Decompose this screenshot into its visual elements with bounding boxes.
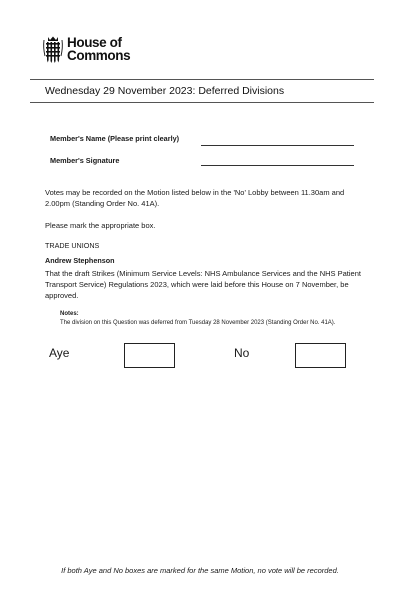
notes-text: The division on this Question was deferred from Tuesday 28 November 2023 (Standing Order No. 41A). [60,320,336,326]
member-name-field[interactable] [201,145,354,146]
logo-line-1: House of [67,35,122,50]
aye-checkbox[interactable] [124,343,175,368]
mark-instruction: Please mark the appropriate box. [45,221,156,230]
logo-wordmark [67,36,130,62]
motion-member: Andrew Stephenson [45,256,115,265]
no-label: No [234,346,250,360]
motion-text: That the draft Strikes (Minimum Service Levels: NHS Ambulance Services and the NHS Patient Transport Service) Regulations 2023, which were laid before this House on 7 November, be approved. [45,269,361,300]
title-bottom-rule [30,102,374,103]
aye-label: Aye [49,346,70,360]
notes-label: Notes: [60,311,79,317]
motion-category: TRADE UNIONS [45,241,100,250]
portcullis-icon [42,36,64,63]
page-title: Wednesday 29 November 2023: Deferred Divisions [45,85,285,97]
member-name-label: Member's Name (Please print clearly) [50,134,180,143]
voting-instructions: Votes may be recorded on the Motion listed below in the 'No' Lobby between 11.30am and 2.00pm (Standing Order No. 41A). [45,188,345,208]
footer-warning: If both Aye and No boxes are marked for the same Motion, no vote will be recorded. [61,566,339,575]
house-of-commons-logo [42,36,130,63]
logo-line-2: Commons [67,48,131,63]
title-top-rule [30,79,374,80]
member-signature-field[interactable] [201,165,354,166]
member-signature-label: Member's Signature [50,156,120,165]
no-checkbox[interactable] [295,343,346,368]
